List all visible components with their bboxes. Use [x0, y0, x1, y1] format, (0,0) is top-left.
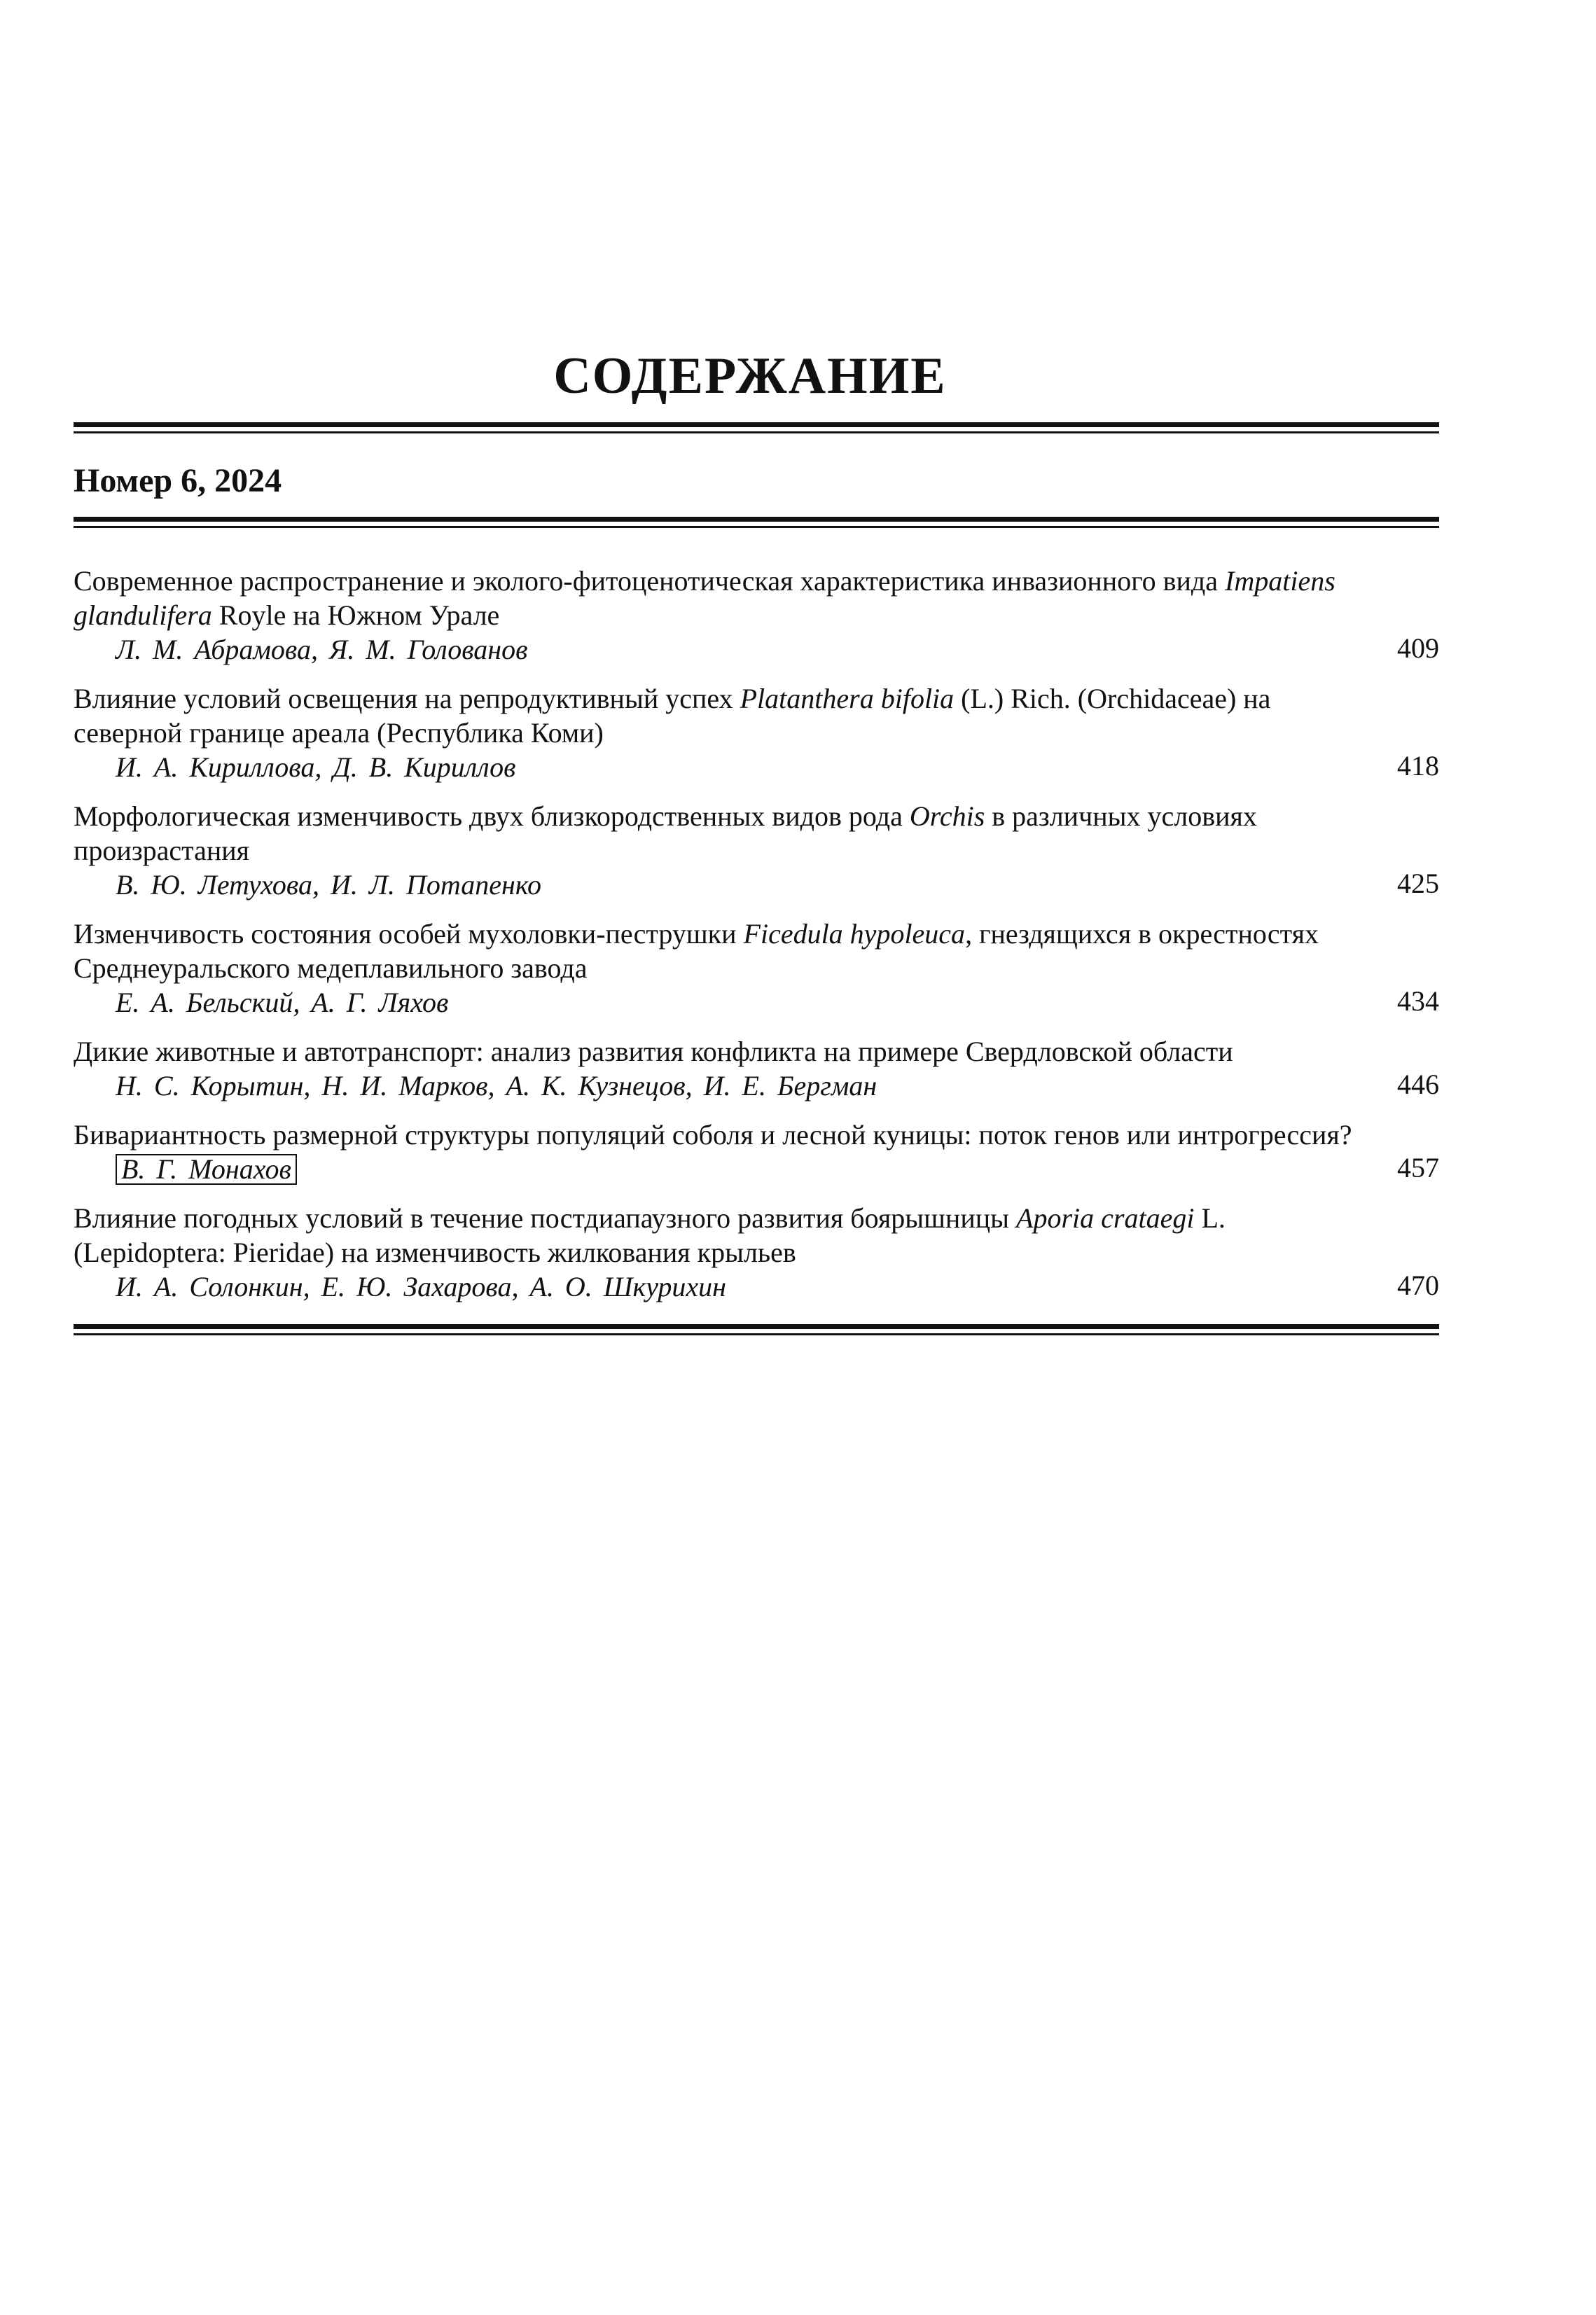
- article-title: [74, 1118, 1369, 1152]
- toc-entry: [74, 917, 1439, 1020]
- title-text: Морфологическая изменчивость двух близкородственных видов рода: [74, 800, 910, 832]
- page-number: 425: [1397, 868, 1439, 899]
- title-text: Дикие животные и автотранспорт: анализ развития конфликта на примере Свердловской области: [74, 1036, 1233, 1067]
- article-title: [74, 1201, 1369, 1270]
- article-authors: И. А. Солонкин, Е. Ю. Захарова, А. О. Шкурихин: [116, 1271, 727, 1302]
- article-title: [74, 917, 1369, 985]
- page-number: 457: [1397, 1152, 1439, 1183]
- authors-line: [74, 750, 1439, 784]
- article-title: [74, 799, 1369, 868]
- top-rule-thick: [74, 422, 1439, 427]
- title-text: в различных условиях произрастания: [74, 800, 1257, 866]
- article-authors: Н. С. Корытин, Н. И. Марков, А. К. Кузнецов, И. Е. Бергман: [116, 1070, 877, 1101]
- species-name: Impatiens glandulifera: [74, 565, 1335, 631]
- authors-line: [74, 985, 1439, 1020]
- authors-line: [74, 632, 1439, 667]
- page-number: 418: [1397, 750, 1439, 781]
- title-text: Влияние условий освещения на репродуктивный успех: [74, 683, 740, 714]
- toc-entry: [74, 799, 1439, 902]
- authors-line: [74, 1152, 1439, 1186]
- page-number: 446: [1397, 1069, 1439, 1100]
- article-title: [74, 1034, 1369, 1069]
- title-text: Современное распространение и эколого-фитоценотическая характеристика инвазионного вида: [74, 565, 1226, 597]
- article-authors: Л. М. Абрамова, Я. М. Голованов: [116, 634, 528, 665]
- toc-entry: [74, 1118, 1439, 1186]
- authors-line: [74, 1270, 1439, 1304]
- article-title: [74, 564, 1369, 632]
- toc-entry: [74, 564, 1439, 667]
- toc-entry: [74, 681, 1439, 784]
- article-authors: В. Ю. Летухова, И. Л. Потапенко: [116, 869, 542, 901]
- issue-heading: Номер 6, 2024: [74, 462, 282, 499]
- article-authors: И. А. Кириллова, Д. В. Кириллов: [116, 751, 516, 783]
- page-title: СОДЕРЖАНИЕ: [553, 347, 947, 405]
- title-text: Изменчивость состояния особей мухоловки-пеструшки: [74, 918, 744, 950]
- page-number: 470: [1397, 1270, 1439, 1301]
- article-authors: Е. А. Бельский, А. Г. Ляхов: [116, 987, 449, 1018]
- toc-entry: [74, 1034, 1439, 1103]
- article-authors: В. Г. Монахов: [116, 1154, 297, 1185]
- title-text: Влияние погодных условий в течение постдиапаузного развития боярышницы: [74, 1202, 1017, 1234]
- title-text: Royle на Южном Урале: [211, 599, 500, 631]
- page-number: 409: [1397, 632, 1439, 664]
- top-rule-thin: [74, 431, 1439, 433]
- authors-line: [74, 1069, 1439, 1103]
- table-of-contents: [74, 564, 1439, 1319]
- page-number: 434: [1397, 985, 1439, 1017]
- species-name: Aporia crataegi: [1016, 1202, 1195, 1234]
- species-name: Ficedula hypoleuca: [743, 918, 966, 950]
- issue-rule-thin: [74, 526, 1439, 528]
- species-name: Platanthera bifolia: [740, 683, 955, 714]
- issue-rule-thick: [74, 517, 1439, 522]
- bottom-rule-thick: [74, 1324, 1439, 1329]
- toc-entry: [74, 1201, 1439, 1304]
- bottom-rule-thin: [74, 1333, 1439, 1335]
- authors-line: [74, 868, 1439, 902]
- title-text: (L.) Rich. (Orchidaceae) на северной границе ареала (Республика Коми): [74, 683, 1271, 749]
- title-text: , гнездящихся в окрестностях Среднеуральского медеплавильного завода: [74, 918, 1319, 984]
- species-name: Orchis: [909, 800, 985, 832]
- title-text: Бивариантность размерной структуры популяций соболя и лесной куницы: поток генов или интрогрессия?: [74, 1119, 1352, 1150]
- article-title: [74, 681, 1369, 750]
- title-text: L. (Lepidoptera: Pieridae) на изменчивость жилкования крыльев: [74, 1202, 1226, 1268]
